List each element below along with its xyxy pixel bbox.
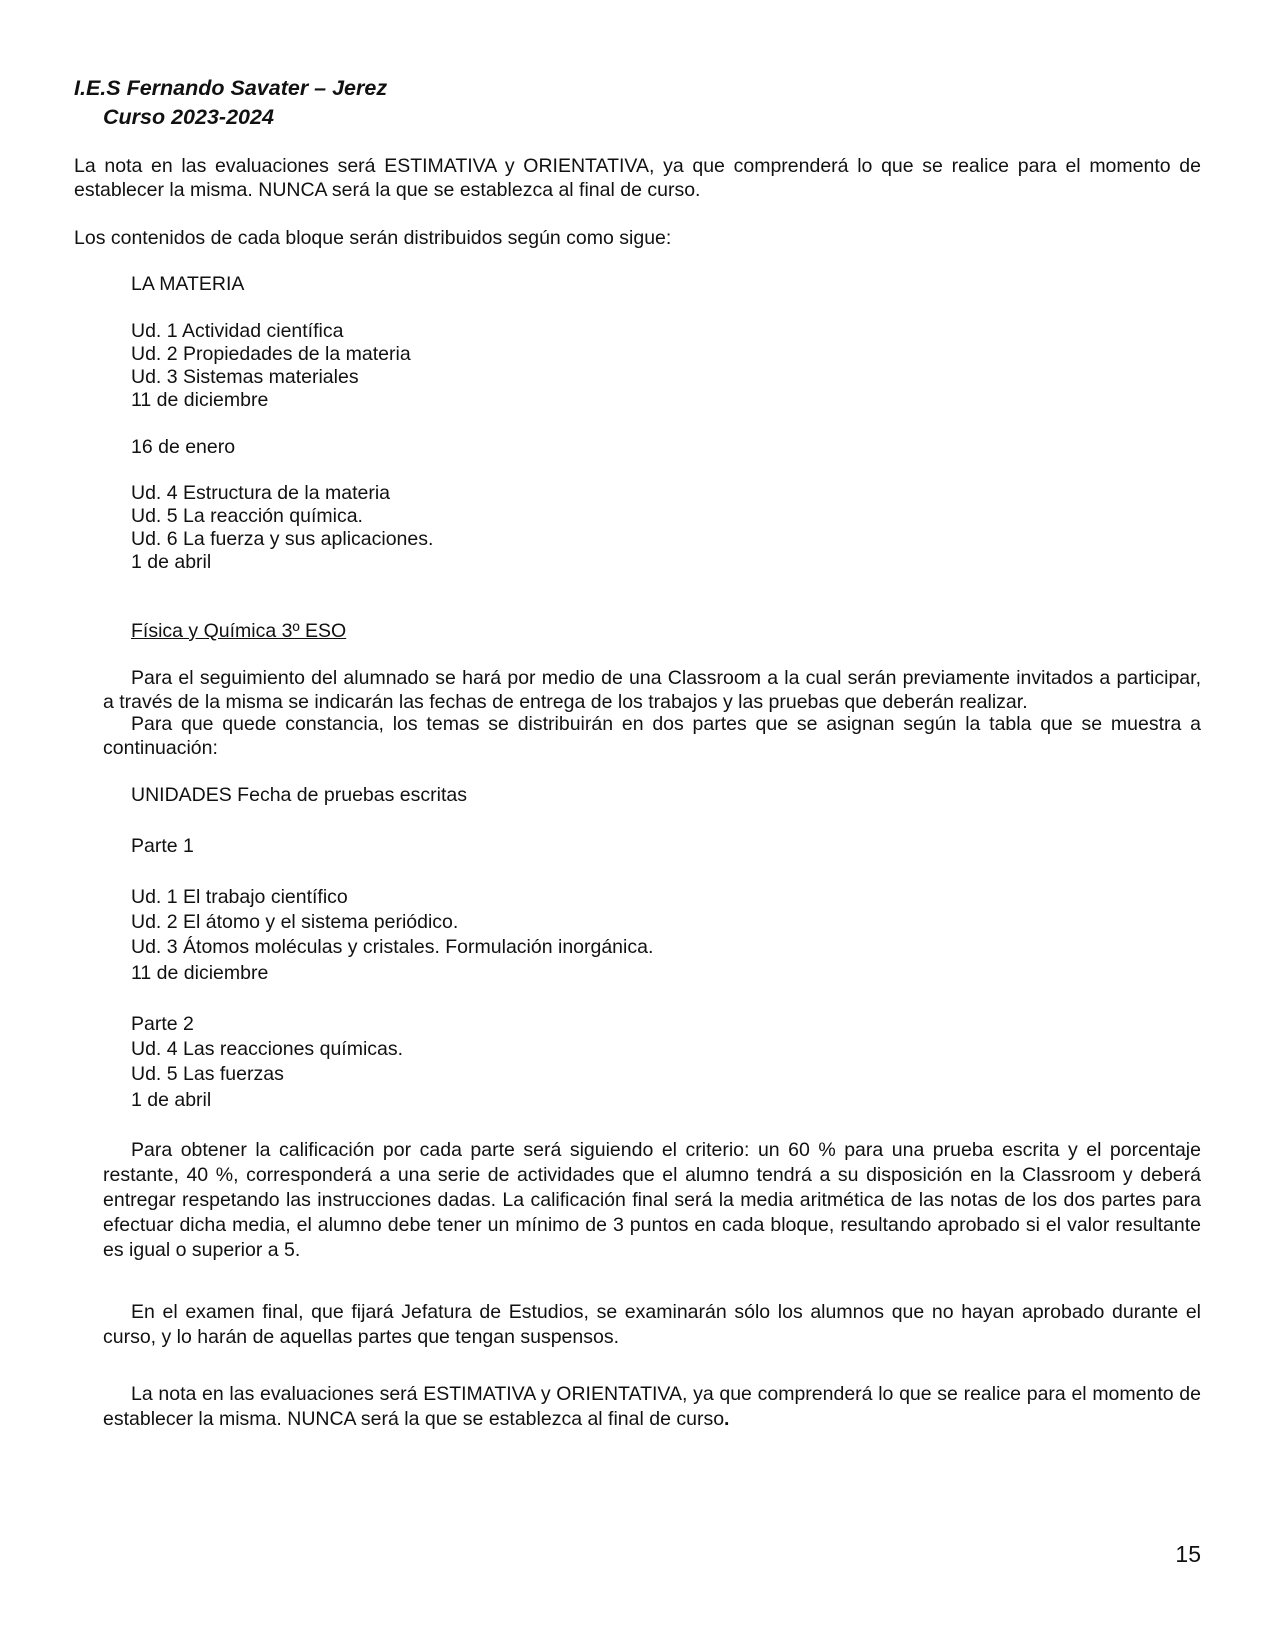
course-header: Curso 2023-2024 bbox=[103, 105, 274, 129]
materia-title: LA MATERIA bbox=[131, 273, 245, 295]
materia-date: 11 de diciembre bbox=[131, 389, 269, 411]
parte2-item: Ud. 5 Las fuerzas bbox=[131, 1063, 284, 1085]
materia-date: 1 de abril bbox=[131, 551, 212, 573]
contenidos-line: Los contenidos de cada bloque serán distribuidos según como sigue: bbox=[74, 227, 672, 249]
calificacion-paragraph: Para obtener la calificación por cada parte será siguiendo el criterio: un 60 % para una prueba escrita y el porcentaje restante, 40 %, corresponderá a una serie de actividades que el alumno tendrá a su disposición en la Classroom y deberá entregar respetando las instrucciones dadas. La calificación final será la media aritmética de las notas de los dos partes para efectuar dicha media, el alumno debe tener un mínimo de 3 puntos en cada bloque, resultando aprobado si el valor resultante es igual o superior a 5. bbox=[103, 1139, 1201, 1261]
fq3-para-distribucion: Para que quede constancia, los temas se distribuirán en dos partes que se asignan según la tabla que se muestra a continuación: bbox=[103, 713, 1201, 759]
parte2-date: 1 de abril bbox=[131, 1089, 212, 1111]
materia-item: Ud. 2 Propiedades de la materia bbox=[131, 343, 411, 365]
parte2-item: Ud. 4 Las reacciones químicas. bbox=[131, 1038, 404, 1060]
page-number: 15 bbox=[1175, 1541, 1201, 1567]
parte1-title: Parte 1 bbox=[131, 835, 194, 857]
fq3-title: Física y Química 3º ESO bbox=[131, 620, 347, 642]
fq3-table-header: UNIDADES Fecha de pruebas escritas bbox=[131, 784, 467, 806]
parte2-title: Parte 2 bbox=[131, 1013, 194, 1035]
nota-evaluaciones-paragraph: La nota en las evaluaciones será ESTIMATIVA y ORIENTATIVA, ya que comprenderá lo que se realice para el momento de establecer la misma. NUNCA será la que se establezca al final de curso. bbox=[103, 1383, 1201, 1430]
parte1-item: Ud. 1 El trabajo científico bbox=[131, 886, 348, 908]
materia-middle-date: 16 de enero bbox=[131, 436, 236, 458]
materia-item: Ud. 5 La reacción química. bbox=[131, 505, 363, 527]
intro-nota-paragraph: La nota en las evaluaciones será ESTIMATIVA y ORIENTATIVA, ya que comprenderá lo que se realice para el momento de establecer la misma. NUNCA será la que se establezca al final de curso. bbox=[74, 155, 1201, 201]
materia-item: Ud. 1 Actividad científica bbox=[131, 320, 344, 342]
parte1-item: Ud. 2 El átomo y el sistema periódico. bbox=[131, 911, 459, 933]
fq3-para-classroom: Para el seguimiento del alumnado se hará por medio de una Classroom a la cual serán previamente invitados a participar, a través de la misma se indicarán las fechas de entrega de los trabajos y las pruebas que deberán realizar. bbox=[103, 667, 1201, 713]
school-header: I.E.S Fernando Savater – Jerez bbox=[74, 76, 388, 100]
materia-item: Ud. 6 La fuerza y sus aplicaciones. bbox=[131, 528, 434, 550]
materia-item: Ud. 4 Estructura de la materia bbox=[131, 482, 391, 504]
parte1-date: 11 de diciembre bbox=[131, 962, 269, 984]
materia-item: Ud. 3 Sistemas materiales bbox=[131, 366, 359, 388]
parte1-item: Ud. 3 Átomos moléculas y cristales. Formulación inorgánica. bbox=[131, 936, 654, 958]
examen-final-paragraph: En el examen final, que fijará Jefatura de Estudios, se examinarán sólo los alumnos que no hayan aprobado durante el curso, y lo harán de aquellas partes que tengan suspensos. bbox=[103, 1301, 1201, 1348]
